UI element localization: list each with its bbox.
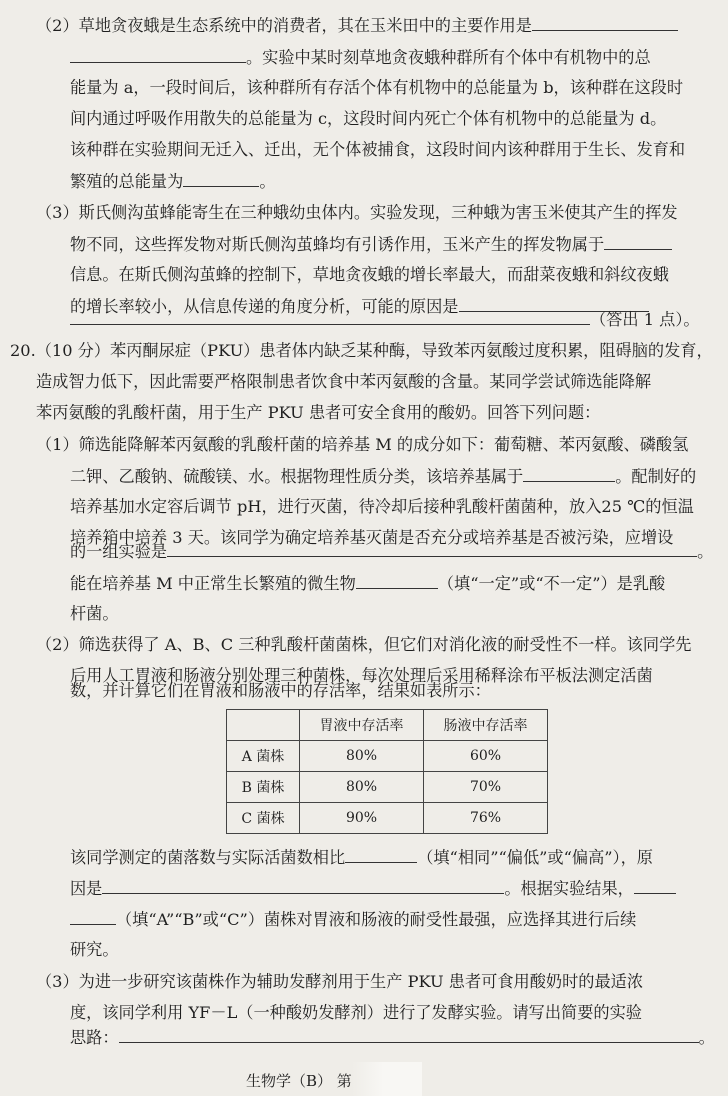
q20-part2-line6: （填“A”“B”或“C”）菌株对胃液和肠液的耐受性最强，应选择其进行后续 [70,908,636,932]
q19-part3-line3: 信息。在斯氏侧沟茧蜂的控制下，草地贪夜蛾的增长率最大，而甜菜夜蛾和斜纹夜蛾 [70,265,669,284]
q19-part2-line5: 该种群在实验期间无迁入、迁出，无个体被捕食，这段时间内该种群用于生长、发育和 [70,140,686,159]
q20-part1-line3: 培养基加水定容后调节 pH，进行灭菌，待冷却后接种乳酸杆菌菌种，放入25 ℃的恒温 [70,497,694,516]
table-cell: 80% [300,741,424,772]
q19-part3-line5: （答出 1 点）。 [70,308,700,332]
q19-part2-line6: 繁殖的总能量为 。 [70,172,276,191]
q20-part1-line1: （1）筛选能降解苯丙氨酸的乳酸杆菌的培养基 M 的成分如下：葡萄糖、苯丙氨酸、磷酸氢 [36,435,689,454]
table-header-cell [227,710,300,741]
q19-part2-line2: 。实验中某时刻草地贪夜蛾种群所有个体中有机物中的总 [70,46,651,70]
q20-part2-line5: 因是 。根据实验结果， [70,877,676,901]
survival-rate-table [226,709,548,834]
q20-part3-line2: 度，该同学利用 YF－L（一种酸奶发酵剂）进行了发酵实验。请写出简要的实验 [70,1003,642,1022]
table-cell: 90% [300,803,424,834]
q19-part2-line3: 能量为 a，一段时间后，该种群所有存活个体有机物中的总能量为 b，该种群在这段时 [70,78,684,97]
answer-blank [167,540,697,557]
q20-part3-line1: （3）为进一步研究该菌株作为辅助发酵剂用于生产 PKU 患者可食用酸奶时的最适浓 [36,972,644,991]
q20-part2-line7: 研究。 [70,940,119,959]
q20-part3-line3: 思路： 。 [70,1028,715,1047]
table-header-cell: 肠液中存活率 [424,710,548,741]
q20-part2-line1: （2）筛选获得了 A、B、C 三种乳酸杆菌菌株，但它们对消化液的耐受性不一样。该同学先 [36,635,692,654]
answer-blank [345,846,417,863]
answer-blank [356,572,438,589]
table-cell: 60% [424,741,548,772]
answer-blank [183,170,259,187]
page-footer: 生物学（B） 第 [246,1072,352,1090]
answer-blank [523,465,615,482]
page-curl-fade [352,1062,422,1096]
q20-stem-line2: 造成智力低下，因此需要严格限制患者饮食中苯丙氨酸的含量。某同学尝试筛选能降解 [36,372,652,391]
table-row [227,772,548,803]
q20-part2-line2: 后用人工胃液和肠液分别处理三种菌株，每次处理后采用稀释涂布平板法测定活菌 [70,666,653,685]
q20-part1-line7: 杆菌。 [70,604,119,623]
table-cell: A 菌株 [227,741,300,772]
answer-blank [102,877,504,894]
q20-part2-line4: 该同学测定的菌落数与实际活菌数相比 （填“相同”“偏低”或“偏高”），原 [70,848,653,867]
table-cell: 76% [424,803,548,834]
q20-stem-line3: 苯丙氨酸的乳酸杆菌，用于生产 PKU 患者可安全食用的酸奶。回答下列问题： [36,403,601,422]
answer-blank [70,46,246,63]
answer-blank [70,308,590,325]
q20-part1-line6: 能在培养基 M 中正常生长繁殖的微生物 （填“一定”或“不一定”）是乳酸 [70,574,666,593]
q20-part1-line5: 的一组实验是 。 [70,542,714,561]
table-cell: 70% [424,772,548,803]
q20-part1-line2: 二钾、乙酸钠、硫酸镁、水。根据物理性质分类，该培养基属于 。配制好的 [70,467,697,486]
table-row [227,741,548,772]
table-cell: 80% [300,772,424,803]
table-cell: B 菌株 [227,772,300,803]
q19-part3-line1: （3）斯氏侧沟茧蜂能寄生在三种蛾幼虫体内。实验发现，三种蛾为害玉米使其产生的挥发 [36,203,678,222]
answer-blank [532,14,678,31]
table-header-row [227,710,548,741]
table-cell: C 菌株 [227,803,300,834]
answer-blank [604,233,672,250]
q20-stem-line1: 20.（10 分）苯丙酮尿症（PKU）患者体内缺乏某种酶，导致苯丙氨酸过度积累，阻碍脑的发育， [10,341,713,360]
q20-part2-line3: 数，并计算它们在胃液和肠液中的存活率，结果如表所示： [70,681,491,700]
table-header-cell: 胃液中存活率 [300,710,424,741]
q19-part3-line2: 物不同，这些挥发物对斯氏侧沟茧蜂均有引诱作用，玉米产生的挥发物属于 [70,233,672,257]
answer-blank [119,1026,699,1043]
q19-part3-line4: 的增长率较小，从信息传递的角度分析，可能的原因是 [70,295,649,319]
q20-part1-line4: 培养箱中培养 3 天。该同学为确定培养基灭菌是否充分或培养基是否被污染，应增设 [70,528,674,547]
answer-blank [634,877,676,894]
q19-part2-line4: 间内通过呼吸作用散失的总能量为 c，这段时间内死亡个体有机物中的总能量为 d。 [70,109,667,128]
answer-blank [70,908,116,925]
table-row [227,803,548,834]
q19-part2-line1: （2）草地贪夜蛾是生态系统中的消费者，其在玉米田中的主要作用是 [36,14,678,38]
